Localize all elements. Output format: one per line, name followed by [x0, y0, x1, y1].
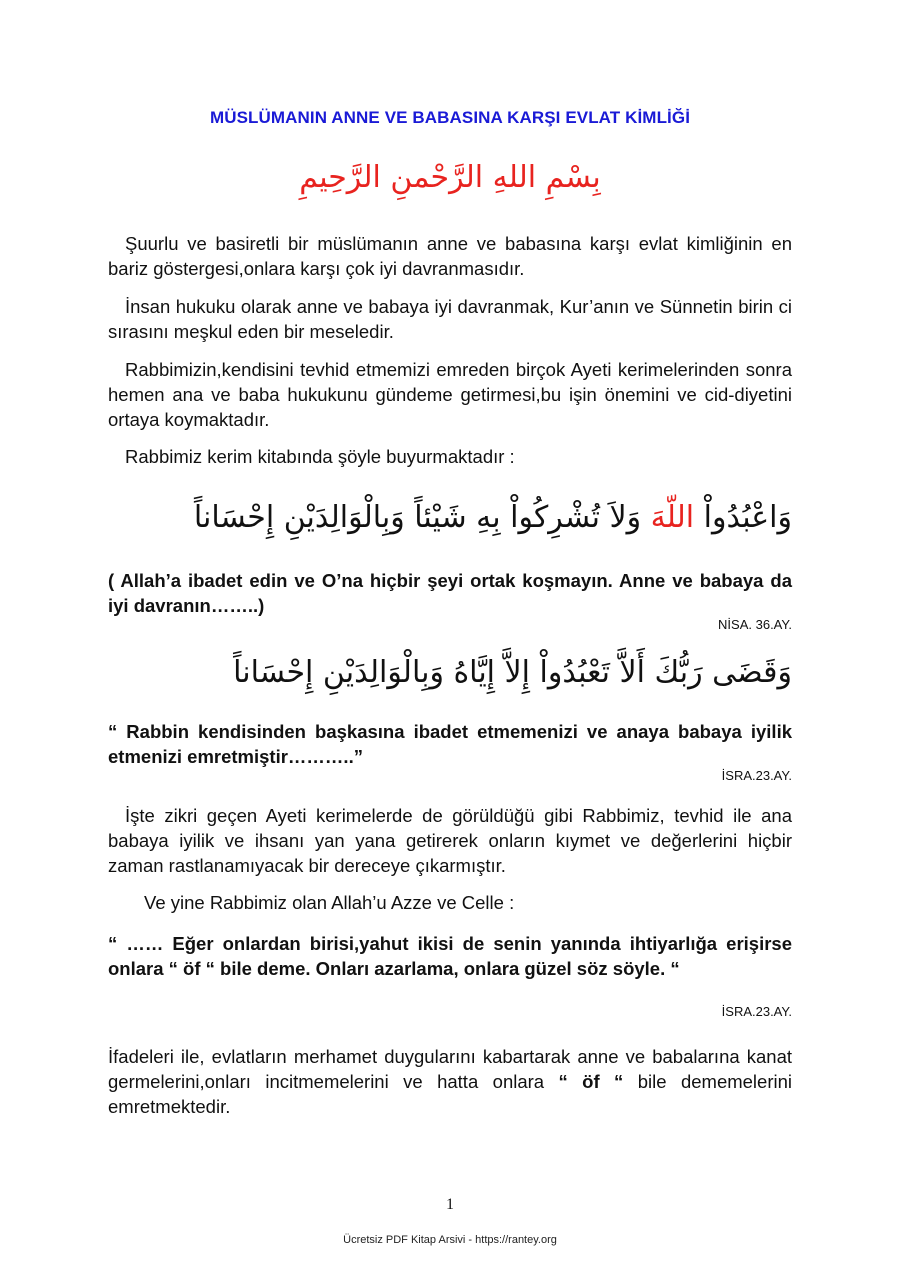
quote-3-text: “ …… Eğer onlardan birisi,yahut ikisi de senin yanında ihtiyarlığa erişirse onlara “ öf “ bile deme. Onları azarlama, onlara güzel söz söyle. “	[108, 933, 792, 979]
basmala: بِسْمِ اللهِ الرَّحْمنِ الرَّحِيمِ	[299, 160, 601, 195]
page-number: 1	[446, 1196, 454, 1213]
paragraph-7-end: bile dememelerini emretmektedir.	[108, 1071, 792, 1117]
verse-1-arabic-start: وَاعْبُدُواْ	[694, 500, 792, 535]
page-title: MÜSLÜMANIN ANNE VE BABASINA KARŞI EVLAT KİMLİĞİ	[209, 108, 691, 127]
verse-2-translation: “ Rabbin kendisinden başkasına ibadet etmemenizi ve anaya babaya iyilik etmenizi emretmiştir………..”	[108, 721, 792, 767]
footer-text: Ücretsiz PDF Kitap Arsivi - https://rantey.org	[343, 1234, 557, 1246]
paragraph-6: Ve yine Rabbimiz olan Allah’u Azze ve Celle :	[144, 892, 515, 913]
verse-2-arabic: وَقَضَى رَبُّكَ أَلاَّ تَعْبُدُواْ إِلاَّ إِيَّاهُ وَبِالْوَالِدَيْنِ إِحْسَاناً	[233, 655, 792, 690]
paragraph-4: Rabbimiz kerim kitabında şöyle buyurmaktadır :	[125, 446, 515, 467]
paragraph-2: İnsan hukuku olarak anne ve babaya iyi davranmak, Kur’anın ve Sünnetin birin ci sırasını meşkul eden bir meseledir.	[108, 296, 792, 342]
verse-2-reference: İSRA.23.AY.	[721, 768, 792, 783]
verse-1-arabic	[108, 500, 792, 535]
paragraph-5: İşte zikri geçen Ayeti kerimelerde de görüldüğü gibi Rabbimiz, tevhid ile ana babaya iyilik ve ihsanı yan yana getirerek onların kıymet ve değerlerini hiçbir zaman rastlanamıyacak bir dereceye çıkarmıştır.	[108, 805, 792, 876]
verse-1-translation: ( Allah’a ibadet edin ve O’na hiçbir şeyi ortak koşmayın. Anne ve babaya da iyi davranın……..)	[108, 570, 792, 616]
paragraph-7-start: İfadeleri ile, evlatların merhamet duygularını kabartarak anne ve babalarına kanat germelerini,onları incitmemelerini ve hatta onlara	[108, 1046, 792, 1092]
paragraph-7-bold: “ öf “	[558, 1071, 638, 1092]
verse-1-arabic-allah: اللّهَ	[650, 500, 695, 535]
paragraph-7	[108, 1044, 792, 1119]
paragraph-3: Rabbimizin,kendisini tevhid etmemizi emreden birçok Ayeti kerimelerinden sonra hemen ana ve baba hukukunu gündeme getirmesi,bu işin önemini ve cid-diyetini ortaya koymaktadır.	[108, 359, 792, 430]
verse-1-reference: NİSA. 36.AY.	[718, 617, 792, 632]
verse-1-arabic-end: وَلاَ تُشْرِكُواْ بِهِ شَيْئاً وَبِالْوَالِدَيْنِ إِحْسَاناً	[193, 500, 651, 535]
quote-3-reference: İSRA.23.AY.	[721, 1004, 792, 1019]
paragraph-1: Şuurlu ve basiretli bir müslümanın anne ve babasına karşı evlat kimliğinin en bariz göstergesi,onlara karşı çok iyi davranmasıdır.	[108, 233, 792, 279]
